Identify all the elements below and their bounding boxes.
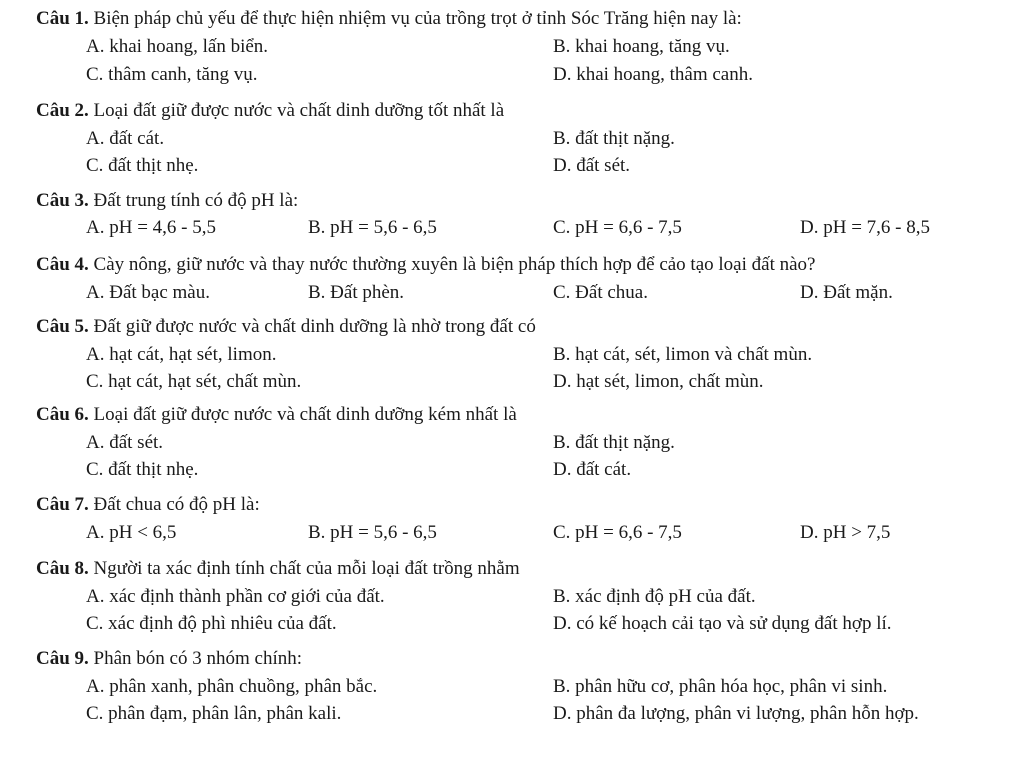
q5-option-c: C. hạt cát, hạt sét, chất mùn. [86,371,302,392]
q7-option-b: B. pH = 5,6 - 6,5 [308,522,437,543]
question-4 [36,252,815,278]
question-8 [36,556,520,582]
question-text: Người ta xác định tính chất của mỗi loại đất trồng nhằm [93,558,520,579]
question-1 [36,6,742,32]
q8-option-d: D. có kế hoạch cải tạo và sử dụng đất hợp lí. [553,613,892,634]
q6-option-b: B. đất thịt nặng. [553,432,675,453]
q9-option-c: C. phân đạm, phân lân, phân kali. [86,703,342,724]
q1-option-b: B. khai hoang, tăng vụ. [553,36,730,57]
q2-option-a: A. đất cát. [86,128,165,149]
question-5 [36,314,536,340]
question-text: Phân bón có 3 nhóm chính: [93,648,302,669]
q9-option-d: D. phân đa lượng, phân vi lượng, phân hỗn hợp. [553,703,919,724]
q9-option-b: B. phân hữu cơ, phân hóa học, phân vi sinh. [553,676,888,697]
q2-option-b: B. đất thịt nặng. [553,128,675,149]
q9-option-a: A. phân xanh, phân chuồng, phân bắc. [86,676,378,697]
question-text: Biện pháp chủ yếu để thực hiện nhiệm vụ của trồng trọt ở tỉnh Sóc Trăng hiện nay là: [93,8,742,29]
q6-option-c: C. đất thịt nhẹ. [86,459,199,480]
q4-option-a: A. Đất bạc màu. [86,282,210,303]
question-2 [36,98,504,124]
question-number: Câu 1. [36,8,89,29]
question-text: Đất trung tính có độ pH là: [93,190,299,211]
question-3 [36,188,298,214]
q3-option-a: A. pH = 4,6 - 5,5 [86,217,216,238]
q6-option-d: D. đất cát. [553,459,632,480]
q2-option-c: C. đất thịt nhẹ. [86,155,199,176]
question-number: Câu 7. [36,494,89,515]
question-number: Câu 5. [36,316,89,337]
question-number: Câu 2. [36,100,89,121]
q7-option-d: D. pH > 7,5 [800,522,891,543]
question-text: Cày nông, giữ nước và thay nước thường xuyên là biện pháp thích hợp để cảo tạo loại đất nào? [93,254,816,275]
q8-option-c: C. xác định độ phì nhiêu của đất. [86,613,337,634]
q5-option-b: B. hạt cát, sét, limon và chất mùn. [553,344,813,365]
q4-option-c: C. Đất chua. [553,282,648,303]
question-text: Đất giữ được nước và chất dinh dưỡng là nhờ trong đất có [93,316,536,337]
question-number: Câu 8. [36,558,89,579]
q1-option-c: C. thâm canh, tăng vụ. [86,64,258,85]
q7-option-a: A. pH < 6,5 [86,522,177,543]
question-6 [36,402,517,428]
question-number: Câu 4. [36,254,89,275]
q6-option-a: A. đất sét. [86,432,164,453]
question-number: Câu 3. [36,190,89,211]
question-number: Câu 9. [36,648,89,669]
q4-option-b: B. Đất phèn. [308,282,405,303]
question-number: Câu 6. [36,404,89,425]
q3-option-b: B. pH = 5,6 - 6,5 [308,217,437,238]
q3-option-c: C. pH = 6,6 - 7,5 [553,217,682,238]
question-text: Đất chua có độ pH là: [93,494,260,515]
q8-option-a: A. xác định thành phần cơ giới của đất. [86,586,385,607]
q1-option-a: A. khai hoang, lấn biển. [86,36,269,57]
q4-option-d: D. Đất mặn. [800,282,893,303]
question-text: Loại đất giữ được nước và chất dinh dưỡng kém nhất là [93,404,517,425]
q7-option-c: C. pH = 6,6 - 7,5 [553,522,682,543]
question-7 [36,492,260,518]
question-text: Loại đất giữ được nước và chất dinh dưỡng tốt nhất là [93,100,505,121]
question-9 [36,646,302,672]
q8-option-b: B. xác định độ pH của đất. [553,586,756,607]
q2-option-d: D. đất sét. [553,155,631,176]
q5-option-a: A. hạt cát, hạt sét, limon. [86,344,277,365]
q5-option-d: D. hạt sét, limon, chất mùn. [553,371,764,392]
q3-option-d: D. pH = 7,6 - 8,5 [800,217,930,238]
q1-option-d: D. khai hoang, thâm canh. [553,64,753,85]
